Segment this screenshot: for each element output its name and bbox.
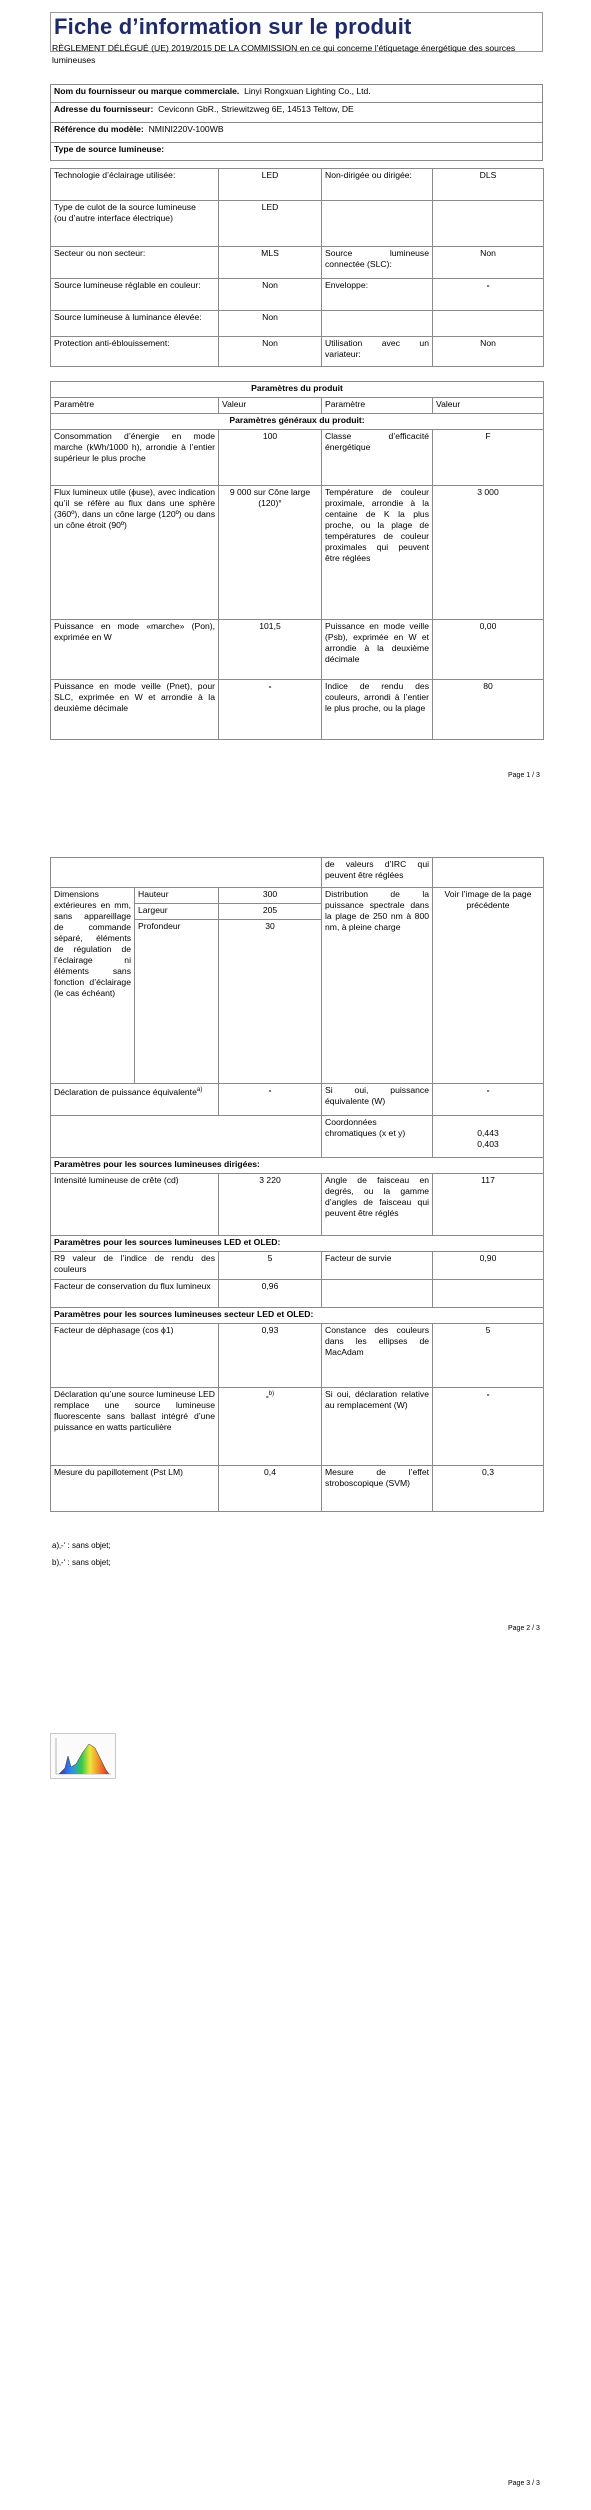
replacement-claim-value: - [433, 1388, 544, 1466]
displacement-factor-value: 0,93 [219, 1324, 322, 1388]
color-tunable-value: Non [219, 279, 322, 311]
standby-power-label: Puissance en mode veille (Psb), exprimée en W et arrondie à la deuxième décimale [322, 620, 433, 680]
directional-value: DLS [433, 169, 544, 201]
page-1-footer: Page 1 / 3 [508, 772, 540, 779]
directional-label: Non-dirigée ou dirigée: [322, 169, 433, 201]
energy-class-value: F [433, 430, 544, 486]
stroboscopic-value: 0,3 [433, 1466, 544, 1512]
empty-cell [322, 311, 433, 337]
peak-intensity-value: 3 220 [219, 1174, 322, 1236]
page-1 [0, 0, 591, 800]
supplier-name-value: Linyi Rongxuan Lighting Co., Ltd. [244, 86, 371, 96]
empty-cell [322, 1280, 433, 1308]
light-source-type-table [50, 168, 544, 367]
supplier-address-row [51, 103, 543, 123]
empty-cell [51, 858, 322, 888]
chromaticity-x: 0,443 [477, 1128, 499, 1138]
r9-value: 5 [219, 1252, 322, 1280]
footnote-ref-a: a) [196, 1087, 203, 1093]
spectral-distribution-label: Distribution de la puissance spectrale dans la plage de 250 nm à 800 nm, à pleine charge [322, 888, 433, 1084]
supplier-address-label: Adresse du fournisseur: [54, 104, 154, 114]
high-luminance-label: Source lumineuse à luminance élevée: [51, 311, 219, 337]
directed-params-title: Paramètres pour les sources lumineuses dirigées: [51, 1158, 544, 1174]
dimmer-value: Non [433, 337, 544, 367]
lumen-maintenance-value: 0,96 [219, 1280, 322, 1308]
product-parameters-table [50, 381, 544, 740]
flicker-label: Mesure du papillotement (Pst LM) [51, 1466, 219, 1512]
peak-intensity-label: Intensité lumineuse de crête (cd) [51, 1174, 219, 1236]
empty-cell [322, 201, 433, 247]
footnote-ref-b: b) [268, 1391, 275, 1397]
column-header-param: Paramètre [51, 398, 219, 414]
dimmer-label: Utilisation avec un variateur: [322, 337, 433, 367]
model-row [51, 123, 543, 143]
equivalent-power-cell [51, 1084, 219, 1116]
cri-value: 80 [433, 680, 544, 740]
equivalent-power-label: Déclaration de puissance équivalente [54, 1086, 197, 1097]
depth-value: 30 [219, 920, 322, 1084]
cri-range-continued: de valeurs d’IRC qui peuvent être réglées [322, 858, 433, 888]
height-label: Hauteur [135, 888, 219, 904]
column-header-value: Valeur [219, 398, 322, 414]
empty-cell [433, 311, 544, 337]
page-3-footer: Page 3 / 3 [508, 2480, 540, 2487]
page-3 [0, 1700, 591, 2510]
height-value: 300 [219, 888, 322, 904]
connected-label: Source lumineuse connectée (SLC): [322, 247, 433, 279]
standby-power-value: 0,00 [433, 620, 544, 680]
spectrum-graph-icon [51, 1734, 115, 1778]
mains-led-params-title: Paramètres pour les sources lumineuses secteur LED et OLED: [51, 1308, 544, 1324]
document-subtitle: RÈGLEMENT DÉLÉGUÉ (UE) 2019/2015 DE LA COMMISSION en ce qui concerne l’étiquetage énergétique des sources lumineuses [52, 43, 516, 65]
led-params-title: Paramètres pour les sources lumineuses LED et OLED: [51, 1236, 544, 1252]
light-source-type-label: Type de source lumineuse: [51, 143, 543, 161]
cap-type-label: Type de culot de la source lumineuse [54, 202, 196, 212]
on-mode-energy-value: 100 [219, 430, 322, 486]
model-label: Référence du modèle: [54, 124, 144, 134]
chromaticity-y: 0,403 [477, 1139, 499, 1149]
high-luminance-value: Non [219, 311, 322, 337]
replacement-claim-label: Si oui, déclaration relative au remplacement (W) [322, 1388, 433, 1466]
beam-angle-label: Angle de faisceau en degrés, ou la gamme d’angles de faisceau qui peuvent être réglés [322, 1174, 433, 1236]
connected-value: Non [433, 247, 544, 279]
energy-class-label: Classe d’efficacité énergétique [322, 430, 433, 486]
displacement-factor-label: Facteur de déphasage (cos ϕ1) [51, 1324, 219, 1388]
chromaticity-label: Coordonnées chromatiques (x et y) [322, 1116, 433, 1158]
survival-factor-label: Facteur de survie [322, 1252, 433, 1280]
mains-label: Secteur ou non secteur: [51, 247, 219, 279]
fluorescent-replacement-value: - [265, 1390, 269, 1401]
page-2 [0, 857, 591, 1657]
cap-type-value: LED [219, 201, 322, 247]
anti-glare-value: Non [219, 337, 322, 367]
product-parameters-continued-table [50, 857, 544, 1512]
color-consistency-label: Constance des couleurs dans les ellipses de MacAdam [322, 1324, 433, 1388]
lumen-maintenance-label: Facteur de conservation du flux lumineux [51, 1280, 219, 1308]
envelope-value: - [433, 279, 544, 311]
cct-label: Température de couleur proximale, arrondie à la centaine de K la plus proche, ou la plage de températures de couleur proximales qui peuvent être réglées [322, 486, 433, 620]
tech-label: Technologie d’éclairage utilisée: [51, 169, 219, 201]
equivalent-power-value: - [219, 1084, 322, 1116]
networked-standby-value: - [219, 680, 322, 740]
mains-value: MLS [219, 247, 322, 279]
anti-glare-label: Protection anti-éblouissement: [51, 337, 219, 367]
networked-standby-label: Puissance en mode veille (Pnet), pour SLC, exprimée en W et arrondie à la deuxième décimale [51, 680, 219, 740]
model-value: NMINI220V-100WB [148, 124, 224, 134]
on-mode-power-value: 101,5 [219, 620, 322, 680]
empty-cell [433, 858, 544, 888]
useful-flux-value: 9 000 sur Cône large (120)° [219, 486, 322, 620]
on-mode-power-label: Puissance en mode «marche» (Pon), exprimée en W [51, 620, 219, 680]
envelope-label: Enveloppe: [322, 279, 433, 311]
useful-flux-label: Flux lumineux utile (ϕuse), avec indication qu’il se réfère au flux dans une sphère (360º), dans un cône large (120º) ou dans un cône étroit (90º) [51, 486, 219, 620]
chromaticity-value-cell [433, 1116, 544, 1158]
cap-type-sublabel: (ou d’autre interface électrique) [54, 213, 173, 223]
color-consistency-value: 5 [433, 1324, 544, 1388]
cap-type-cell [51, 201, 219, 247]
supplier-address-value: Ceviconn GbR., Striewitzweg 6E, 14513 Teltow, DE [158, 104, 354, 114]
empty-cell [433, 1280, 544, 1308]
spectral-distribution-image [50, 1733, 116, 1779]
r9-label: R9 valeur de l’indice de rendu des couleurs [51, 1252, 219, 1280]
equivalent-power-if-value: - [433, 1084, 544, 1116]
tech-value: LED [219, 169, 322, 201]
equivalent-power-if-label: Si oui, puissance équivalente (W) [322, 1084, 433, 1116]
fluorescent-replacement-label: Déclaration qu’une source lumineuse LED remplace une source lumineuse fluorescente sans ballast intégré d’une puissance en watts particulière [51, 1388, 219, 1466]
flicker-value: 0,4 [219, 1466, 322, 1512]
depth-label: Profondeur [135, 920, 219, 1084]
supplier-name-row [51, 85, 543, 103]
survival-factor-value: 0,90 [433, 1252, 544, 1280]
beam-angle-value: 117 [433, 1174, 544, 1236]
column-header-param: Paramètre [322, 398, 433, 414]
supplier-table [50, 84, 543, 161]
empty-cell [51, 1116, 322, 1158]
general-params-title: Paramètres généraux du produit: [51, 414, 544, 430]
footnote-b: b)‚-‘ : sans objet; [52, 1558, 111, 1567]
empty-cell [433, 201, 544, 247]
on-mode-energy-label: Consommation d’énergie en mode marche (kWh/1000 h), arrondie à l’entier supérieur le plus proche [51, 430, 219, 486]
width-value: 205 [219, 904, 322, 920]
dimensions-label: Dimensions extérieures en mm, sans appareillage de commande séparé, éléments de régulation de l’éclairage ni éléments sans fonction d’éclairage (le cas échéant) [51, 888, 135, 1084]
page-2-footer: Page 2 / 3 [508, 1625, 540, 1632]
supplier-name-label: Nom du fournisseur ou marque commerciale. [54, 86, 240, 96]
cri-label: Indice de rendu des couleurs, arrondi à l’entier le plus proche, ou la plage [322, 680, 433, 740]
params-title: Paramètres du produit [51, 382, 544, 398]
color-tunable-label: Source lumineuse réglable en couleur: [51, 279, 219, 311]
column-header-value: Valeur [433, 398, 544, 414]
document-title: Fiche d’information sur le produit [54, 14, 412, 39]
cct-value: 3 000 [433, 486, 544, 620]
width-label: Largeur [135, 904, 219, 920]
stroboscopic-label: Mesure de l’effet stroboscopique (SVM) [322, 1466, 433, 1512]
fluorescent-replacement-cell [219, 1388, 322, 1466]
spectral-distribution-value: Voir l’image de la page précédente [433, 888, 544, 1084]
footnote-a: a)‚-‘ : sans objet; [52, 1541, 111, 1550]
